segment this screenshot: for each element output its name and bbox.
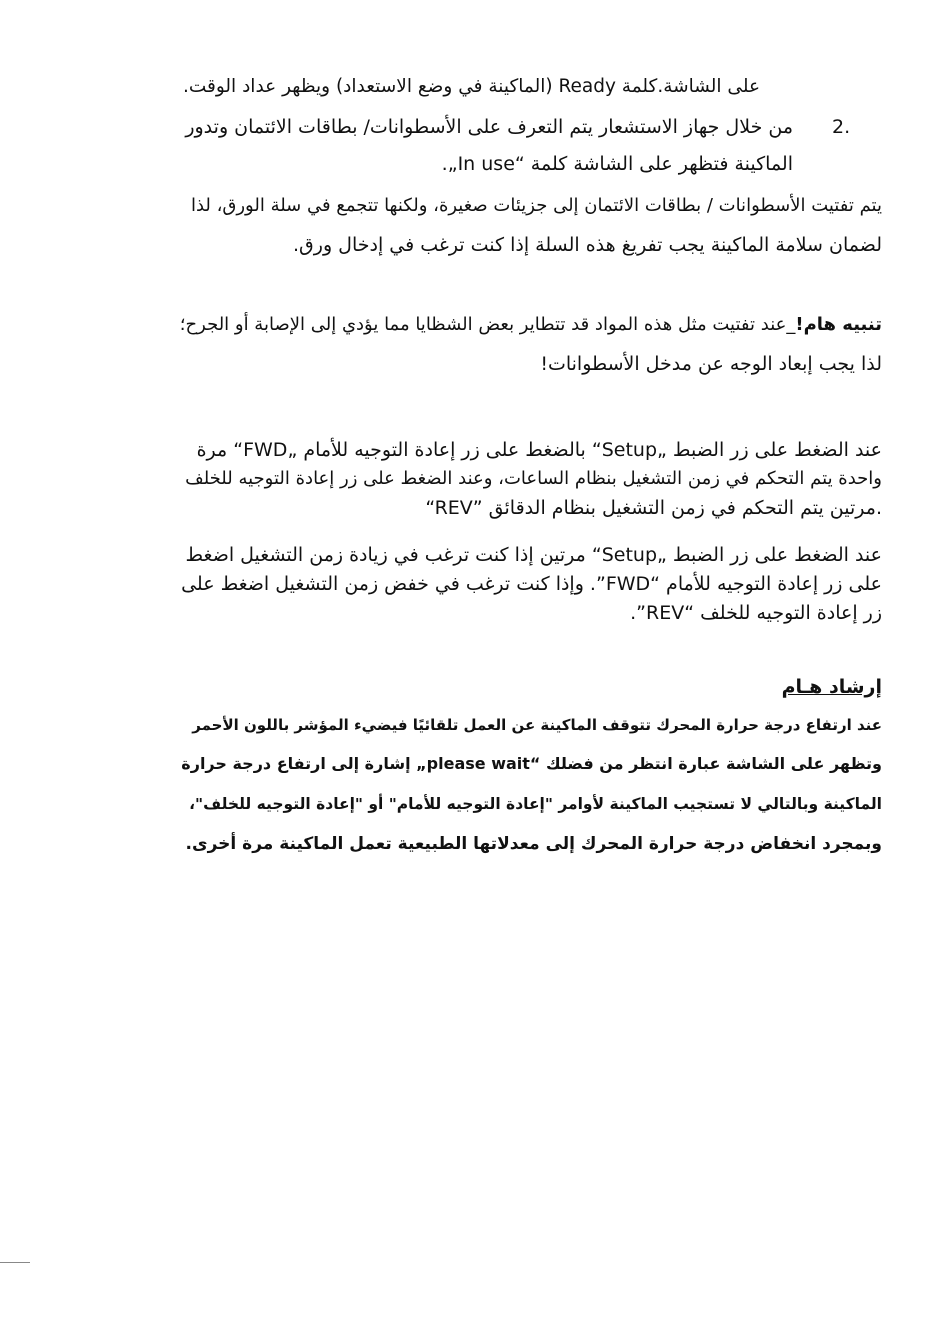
step2-number: 2. (832, 116, 851, 138)
setup-para2-line-1: عند الضغط على زر الضبط „Setup“ مرتين إذا كنت ترغب في زيادة زمن التشغيل اضغط (185, 544, 882, 566)
shred-paragraph-line-1: يتم تفتيت الأسطوانات / بطاقات الائتمان إلى جزيئات صغيرة، ولكنها تتجمع في سلة الورق، لذا (190, 195, 882, 216)
shred-paragraph-line-2: لضمان سلامة الماكينة يجب تفريغ هذه السلة إذا كنت ترغب في إدخال ورق. (292, 234, 882, 256)
footnote-rule (0, 1262, 30, 1263)
step2-line-2: الماكينة فتظهر على الشاشة كلمة “In use„. (441, 153, 793, 175)
guidance-line-1: عند ارتفاع درجة حرارة المحرك تتوقف الماكينة عن العمل تلقائيًا فيضيء المؤشر باللون الأحمر (192, 716, 882, 734)
setup-para1-line-1: عند الضغط على زر الضبط „Setup“ بالضغط على زر إعادة التوجيه للأمام „FWD“ مرة (196, 439, 882, 461)
warning-line-1 (180, 313, 882, 337)
setup-para2-line-2: على زر إعادة التوجيه للأمام “FWD”. وإذا كنت ترغب في خفض زمن التشغيل اضغط على (181, 573, 882, 595)
guidance-line-2: وتظهر على الشاشة عبارة انتظر من فضلك “please wait„ إشارة إلى ارتفاع درجة حرارة (181, 754, 882, 773)
warning-text: _عند تفتيت مثل هذه المواد قد تتطاير بعض الشظايا مما يؤدي إلى الإصابة أو الجرح؛ (179, 314, 796, 335)
warning-label: تنبيه هام! (795, 314, 882, 335)
setup-para1-line-2: واحدة يتم التحكم في زمن التشغيل بنظام الساعات، وعند الضغط على زر إعادة التوجيه للخلف (185, 468, 882, 489)
setup-para2-line-3: زر إعادة التوجيه للخلف “REV”. (630, 602, 882, 624)
guidance-heading: إرشاد هـام (781, 676, 882, 698)
step2-line-1: من خلال جهاز الاستشعار يتم التعرف على الأسطوانات/ بطاقات الائتمان وتدور (185, 116, 793, 138)
step1-tail-text: على الشاشة.كلمة Ready (الماكينة في وضع الاستعداد) ويظهر عداد الوقت. (182, 76, 760, 97)
guidance-line-3: الماكينة وبالتالي لا تستجيب الماكينة لأوامر "إعادة التوجيه للأمام" أو "إعادة التوجيه للخلف"، (189, 795, 882, 813)
warning-line-2: لذا يجب إبعاد الوجه عن مدخل الأسطوانات! (540, 353, 882, 375)
guidance-line-4: وبمجرد انخفاض درجة حرارة المحرك إلى معدلاتها الطبيعية تعمل الماكينة مرة أخرى. (185, 834, 882, 854)
setup-para1-line-3: “REV” مرتين يتم التحكم في زمن التشغيل بنظام الدقائق. (425, 497, 882, 519)
